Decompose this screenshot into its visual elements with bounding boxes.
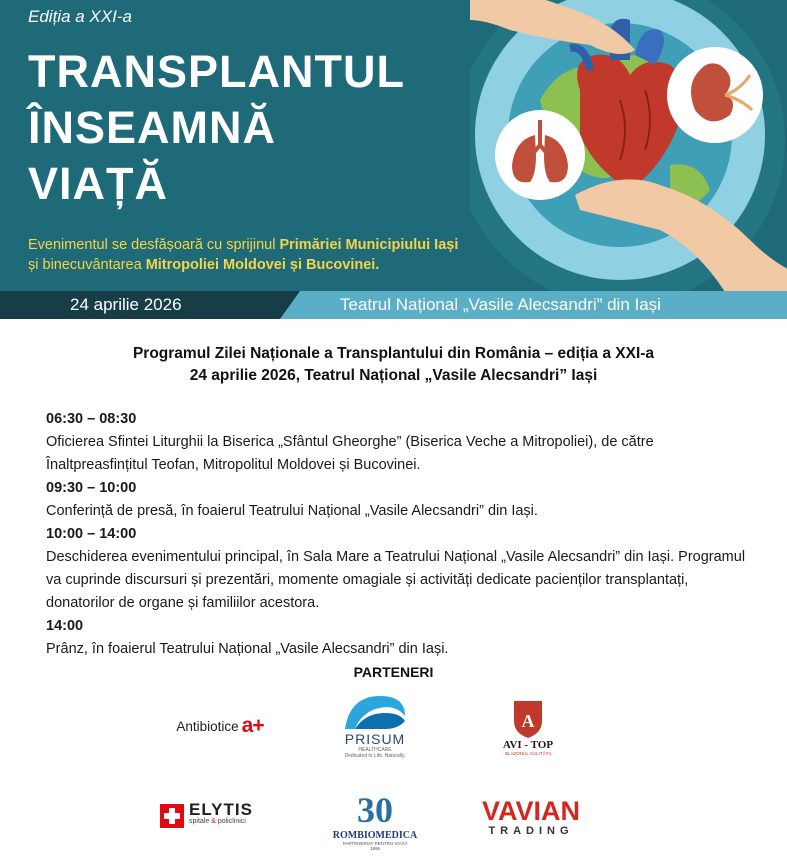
avitop-logo <box>493 690 563 762</box>
support-line-1-plain: Evenimentul se desfășoară cu sprijinul <box>28 237 280 253</box>
elytis-sub-a: spitale <box>189 818 210 825</box>
antibiotice-mark: a+ <box>241 714 264 737</box>
rombiomedica-sub: PARTENERIAT PENTRU VIAȚĂ <box>342 840 408 846</box>
avitop-shield-icon <box>510 697 546 739</box>
event-date: 24 aprilie 2026 <box>70 295 182 314</box>
schedule-text-4: Prânz, în foaierul Teatrului Național „Vasile Alecsandri” din Iași. <box>46 641 449 657</box>
antibiotice-logo <box>160 712 280 740</box>
elytis-logo <box>160 800 278 832</box>
date-venue-bar <box>0 291 787 319</box>
prisum-logo <box>335 686 415 764</box>
schedule-time-3: 10:00 – 14:00 <box>46 526 137 542</box>
edition-label: Ediția a XXI-a <box>28 7 132 26</box>
schedule-text-1: Oficierea Sfintei Liturghii la Biserica „Sfântul Gheorghe” (Biserica Veche a Mitropoliei), de către Înaltpreasfințitul Teofan, Mitropolitul Moldovei și Bucovinei. <box>46 434 654 473</box>
rombiomedica-logo <box>325 784 425 856</box>
banner-title-line-2: ÎNSEAMNĂ <box>28 102 277 153</box>
banner-title-line-1: TRANSPLANTUL <box>28 46 405 97</box>
banner-title <box>28 44 405 212</box>
elytis-sub-b: policlinici <box>217 818 246 825</box>
organ-donation-illustration <box>470 0 787 291</box>
partners-heading: PARTENERI <box>353 664 434 680</box>
rombiomedica-year: 1996 <box>369 845 380 851</box>
event-banner <box>0 0 787 291</box>
schedule-time-2: 09:30 – 10:00 <box>46 480 137 496</box>
avitop-name: AVI - TOP <box>502 738 554 751</box>
rombiomedica-name: ROMBIOMEDICA <box>332 829 418 841</box>
support-line-2-plain: și binecuvântarea <box>28 257 146 273</box>
antibiotice-name: Antibiotice <box>176 718 239 734</box>
schedule-time-4: 14:00 <box>46 618 84 634</box>
support-line-1-bold: Primăriei Municipiului Iași <box>279 237 459 253</box>
banner-title-line-3: VIAȚĂ <box>28 158 168 209</box>
vavian-logo <box>476 795 586 839</box>
schedule-text-3: Deschiderea evenimentului principal, în Sala Mare a Teatrului Național „Vasile Alecsandri” din Iași. Programul va cuprinde discursuri și prezentări, momente omagiale și activități dedicate pacienților transplantați, donatorilor de organe și familiilor acestora. <box>46 549 746 611</box>
prisum-wave-icon <box>340 691 410 731</box>
schedule-time-1: 06:30 – 08:30 <box>46 411 137 427</box>
program-title-line-2: 24 aprilie 2026, Teatrul Național „Vasile Alecsandri” Iași <box>189 367 598 384</box>
vavian-sub: TRADING <box>488 825 574 837</box>
prisum-sub: HEALTHCARE <box>358 747 392 753</box>
event-venue: Teatrul Național „Vasile Alecsandri” din Iași <box>340 295 661 314</box>
prisum-tagline: Dedicated to Life. Naturally. <box>344 753 406 759</box>
avitop-sub: BLAZONUL CALITĂȚII <box>505 750 551 756</box>
program-title <box>0 343 787 387</box>
elytis-name: ELYTIS <box>189 800 253 819</box>
program-schedule <box>46 408 746 661</box>
schedule-text-2: Conferință de presă, în foaierul Teatrului Național „Vasile Alecsandri” din Iași. <box>46 503 538 519</box>
vavian-name: VAVIAN <box>481 796 580 826</box>
rombiomedica-number: 30 <box>357 789 393 830</box>
elytis-cross-icon <box>160 804 184 828</box>
support-line-2-bold: Mitropoliei Moldovei și Bucovinei. <box>145 257 380 273</box>
elytis-sub-amp: & <box>211 818 216 825</box>
avitop-letter: A <box>521 710 535 731</box>
program-title-line-1: Programul Zilei Naționale a Transplantului din România – ediția a XXI-a <box>132 345 655 362</box>
support-text <box>28 235 498 275</box>
prisum-name: PRISUM <box>344 731 406 747</box>
